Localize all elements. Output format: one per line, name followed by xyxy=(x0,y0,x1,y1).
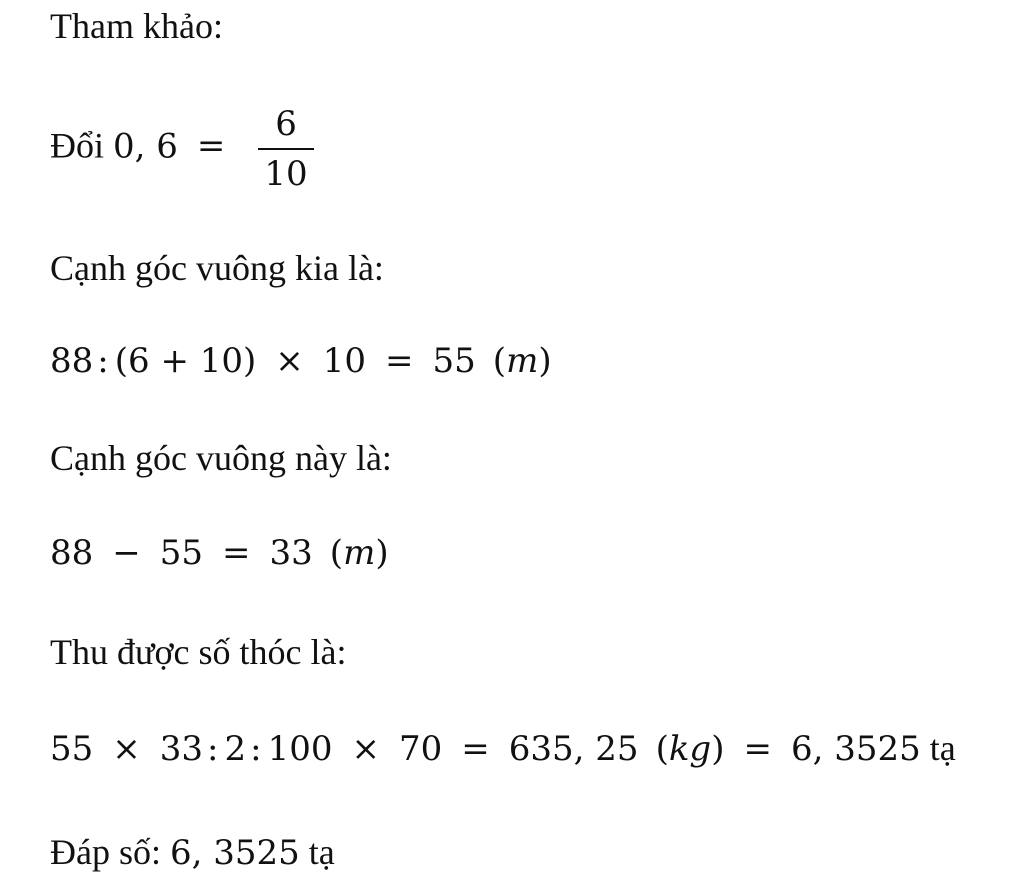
answer-value: 6, 3525 xyxy=(170,833,300,873)
fraction xyxy=(258,104,313,194)
leg2-title-text: Cạnh góc vuông này là: xyxy=(50,438,392,478)
leg1-term-a: 88 xyxy=(50,341,94,381)
leg2-minus: − xyxy=(112,533,141,573)
leg1-colon: : xyxy=(97,341,109,381)
leg1-equals: = xyxy=(385,341,414,381)
leg2-result: 33 xyxy=(269,533,313,573)
leg2-equation xyxy=(50,530,389,575)
harvest-title xyxy=(50,630,347,674)
leg2-term-b: 55 xyxy=(159,533,204,573)
fraction-numerator: 6 xyxy=(275,104,297,144)
leg1-title-text: Cạnh góc vuông kia là: xyxy=(50,248,384,288)
harvest-term-d: 100 xyxy=(267,729,333,769)
harvest-term-a: 55 xyxy=(50,729,94,769)
harvest-unit-kg: kg xyxy=(668,729,712,769)
leg1-times: × xyxy=(275,341,304,381)
leg2-unit: m xyxy=(343,533,376,573)
leg2-unit-close: ) xyxy=(375,533,389,573)
harvest-term-e: 70 xyxy=(399,729,443,769)
conversion-line xyxy=(50,104,314,194)
leg1-result: 55 xyxy=(432,341,476,381)
leg1-equation xyxy=(50,338,552,383)
leg1-term-c: 10 xyxy=(322,341,367,381)
harvest-result-ta: 6, 3525 xyxy=(790,729,921,769)
leg1-unit: m xyxy=(506,341,539,381)
harvest-term-b: 33 xyxy=(159,729,204,769)
leg2-term-a: 88 xyxy=(50,533,94,573)
leg1-unit-close: ) xyxy=(538,341,552,381)
answer-unit: tạ xyxy=(308,832,335,872)
harvest-equation xyxy=(50,726,956,771)
leg1-title xyxy=(50,246,384,290)
intro-label: Tham khảo: xyxy=(50,6,223,46)
leg2-unit-open: ( xyxy=(329,533,344,573)
conversion-label: Đổi xyxy=(50,125,104,166)
harvest-colon-1: : xyxy=(207,729,219,769)
harvest-term-c: 2 xyxy=(224,729,247,769)
equals-sign: = xyxy=(196,126,226,167)
answer-label: Đáp số: xyxy=(50,832,161,872)
harvest-equals-2: = xyxy=(743,729,772,769)
leg1-unit-open: ( xyxy=(492,341,507,381)
leg2-equals: = xyxy=(222,533,251,573)
harvest-unit-open: ( xyxy=(655,729,669,769)
harvest-unit-close: ) xyxy=(711,729,725,769)
harvest-equals-1: = xyxy=(461,729,490,769)
conversion-lhs: 0, 6 xyxy=(113,126,178,167)
harvest-title-text: Thu được số thóc là: xyxy=(50,632,347,672)
fraction-denominator: 10 xyxy=(258,148,313,194)
leg1-term-b: (6 + 10) xyxy=(114,341,257,381)
harvest-unit-ta: tạ xyxy=(929,728,956,768)
harvest-times-1: × xyxy=(112,729,141,769)
leg2-title xyxy=(50,436,392,480)
harvest-colon-2: : xyxy=(250,729,262,769)
answer-line xyxy=(50,830,335,875)
harvest-times-2: × xyxy=(351,729,381,769)
intro-text xyxy=(50,4,223,48)
harvest-result-kg: 635, 25 xyxy=(508,729,639,769)
